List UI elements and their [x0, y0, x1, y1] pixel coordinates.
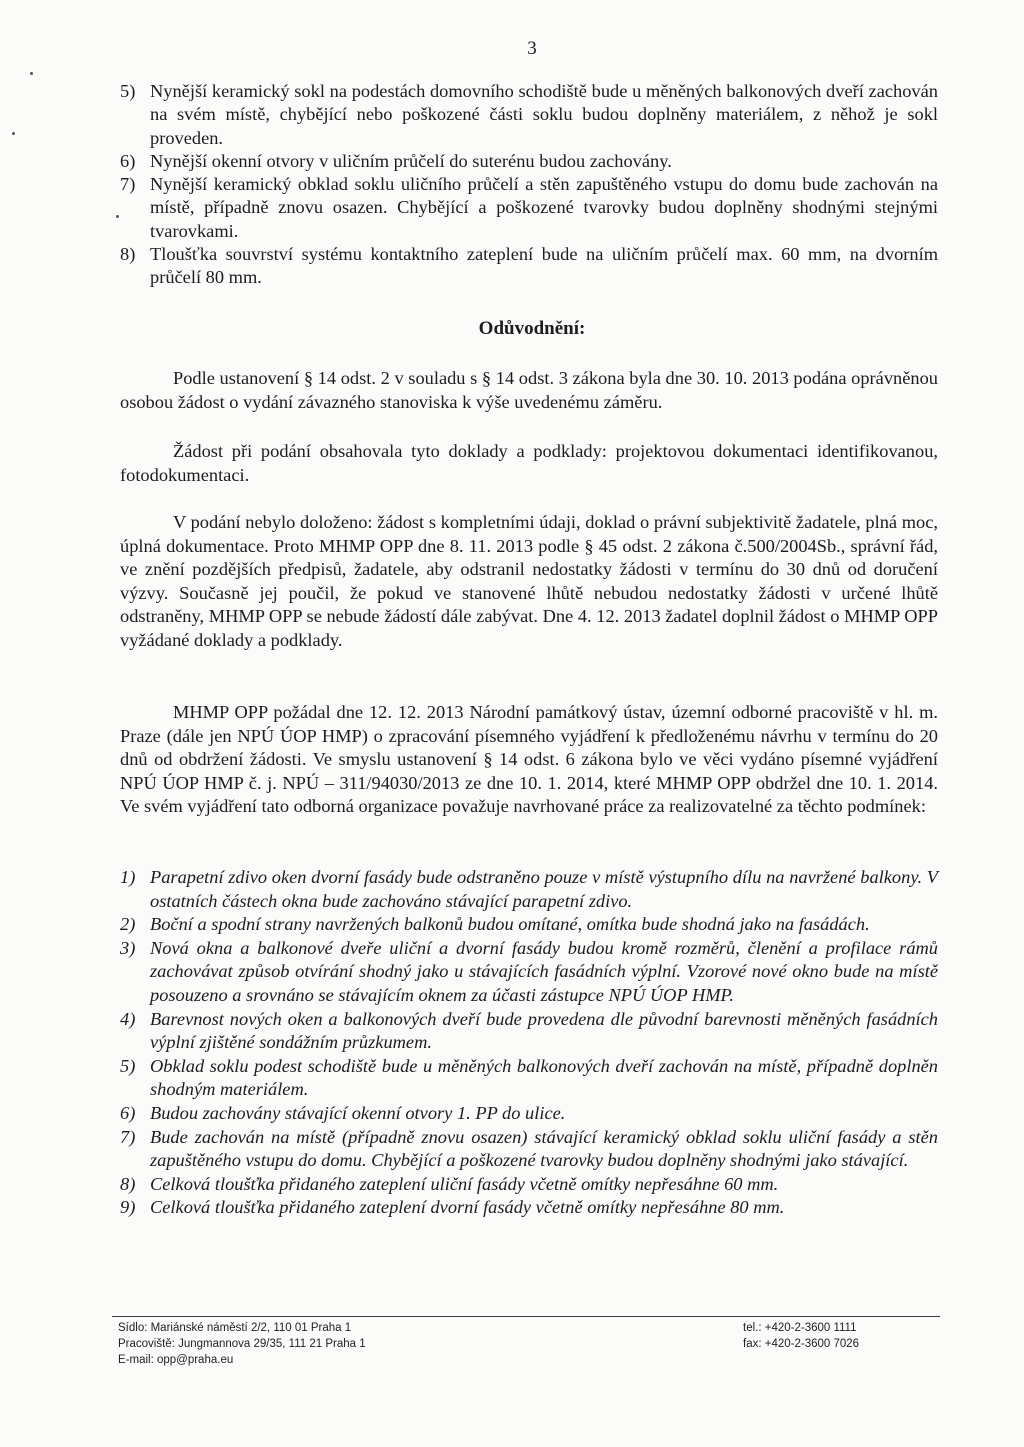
footer-contact-right: [743, 1320, 859, 1352]
item-text: Parapetní zdivo oken dvorní fasády bude odstraněno pouze v místě výstupního dílu na navržené balkony. V ostatních částech okna bude zachováno stávající parapetní zdivo.: [150, 867, 938, 911]
paragraph: [120, 511, 938, 653]
list-item: [120, 1196, 938, 1220]
item-number: 6): [120, 1102, 136, 1123]
footer-email: E-mail: opp@praha.eu: [118, 1354, 234, 1366]
footer-contact-left: [118, 1320, 366, 1368]
list-item: [120, 1008, 938, 1055]
footer-workplace: Pracoviště: Jungmannova 29/35, 111 21 Praha 1: [118, 1338, 366, 1350]
paragraph: [120, 701, 938, 819]
item-number: 4): [120, 1008, 136, 1029]
list-item: [120, 1173, 938, 1197]
list-item: [120, 80, 938, 150]
requirements-list: [120, 80, 938, 290]
list-item: [120, 913, 938, 937]
list-item: [120, 1102, 938, 1126]
list-item: [120, 866, 938, 913]
paragraph: [120, 440, 938, 487]
item-text: Obklad soklu podest schodiště bude u měněných balkonových dveří zachován na místě, případně doplněn shodným materiálem.: [150, 1055, 938, 1100]
item-number: 2): [120, 914, 136, 935]
conditions-list: [120, 866, 938, 1220]
footer-divider: [112, 1316, 940, 1317]
item-text: Barevnost nových oken a balkonových dveří bude provedena dle původní barevnosti měněných fasádních výplní zjištěné sondážním průzkumem.: [150, 1008, 938, 1053]
item-text: Bude zachován na místě (případně znovu osazen) stávající keramický obklad soklu uliční fasády a stěn zapuštěného vstupu do domu. Chybějící a poškozené tvarovky budou doplněny shodnými jako stávající.: [150, 1126, 938, 1171]
item-text: Boční a spodní strany navržených balkonů budou omítané, omítka bude shodná jako na fasádách.: [150, 914, 870, 935]
section-heading: Odůvodnění:: [478, 318, 586, 339]
list-item: [120, 243, 938, 290]
list-item: [120, 150, 938, 173]
scan-speck: [12, 132, 15, 135]
item-number: 9): [120, 1197, 136, 1218]
item-text: Celková tloušťka přidaného zateplení uliční fasády včetně omítky nepřesáhne 60 mm.: [150, 1173, 779, 1194]
item-number: 7): [120, 1126, 136, 1147]
item-text: Celková tloušťka přidaného zateplení dvorní fasády včetně omítky nepřesáhne 80 mm.: [150, 1197, 785, 1218]
paragraph: [120, 367, 938, 414]
list-item: [120, 1055, 938, 1102]
footer-fax: fax: +420-2-3600 7026: [743, 1338, 860, 1350]
item-number: 5): [120, 1055, 136, 1076]
item-text: Nynější keramický obklad soklu uličního průčelí a stěn zapuštěného vstupu do domu bude zachován na místě, případně znovu osazen. Chybějící a poškozené tvarovky budou doplněny shodnými stejnými tvarovkami.: [150, 174, 938, 241]
item-text: Nynější keramický sokl na podestách domovního schodiště bude u měněných balkonových dveří zachován na svém místě, chybějící nebo poškozené části soklu budou doplněny materiálem, z něhož je sokl proveden.: [150, 81, 938, 148]
paragraph-text: Žádost při podání obsahovala tyto doklady a podklady: projektovou dokumentaci identifikovanou, fotodokumentaci.: [120, 441, 938, 485]
item-text: Nynější okenní otvory v uličním průčelí do suterénu budou zachovány.: [150, 150, 672, 171]
list-item: [120, 1126, 938, 1173]
scan-speck: [30, 72, 33, 75]
item-number: 1): [120, 867, 136, 887]
paragraph-text: MHMP OPP požádal dne 12. 12. 2013 Národní památkový ústav, územní odborné pracoviště v hl. m. Praze (dále jen NPÚ ÚOP HMP) o zpracování písemného vyjádření k předloženému návrhu v termínu do 20 dnů od obdržení žádosti. Ve smyslu ustanovení § 14 odst. 6 zákona bylo ve věci vydáno písemné vyjádření NPÚ ÚOP HMP č. j. NPÚ – 311/94030/2013 ze dne 10. 1. 2014, které MHMP OPP obdržel dne 10. 1. 2014. Ve svém vyjádření tato odborná organizace považuje navrhované práce za realizovatelné za těchto podmínek:: [120, 702, 938, 817]
item-number: 6): [120, 150, 136, 171]
item-text: Budou zachovány stávající okenní otvory 1. PP do ulice.: [150, 1102, 566, 1123]
page-number: 3: [527, 38, 537, 59]
footer-address: Sídlo: Mariánské náměstí 2/2, 110 01 Praha 1: [118, 1322, 352, 1334]
scan-speck: [116, 215, 119, 218]
list-item: [120, 173, 938, 243]
paragraph-text: Podle ustanovení § 14 odst. 2 v souladu s § 14 odst. 3 zákona byla dne 30. 10. 2013 podána oprávněnou osobou žádost o vydání závazného stanoviska k výše uvedenému záměru.: [120, 368, 938, 412]
item-number: 7): [120, 174, 136, 195]
item-text: Tloušťka souvrství systému kontaktního zateplení bude na uličním průčelí max. 60 mm, na dvorním průčelí 80 mm.: [150, 244, 938, 288]
paragraph-text: V podání nebylo doloženo: žádost s kompletními údaji, doklad o právní subjektivitě žadatele, plná moc, úplná dokumentace. Proto MHMP OPP dne 8. 11. 2013 podle § 45 odst. 2 zákona č.500/2004Sb., správní řád, ve znění pozdějších předpisů, žadatele, aby odstranil nedostatky žádosti v termínu do 30 dnů od doručení výzvy. Současně jej poučil, že pokud ve stanovené lhůtě nebudou nedostatky žádosti v určené lhůtě odstraněny, MHMP OPP se nebude žádostí dále zabývat. Dne 4. 12. 2013 žadatel doplnil žádost o MHMP OPP vyžádané doklady a podklady.: [120, 512, 938, 650]
list-item: [120, 937, 938, 1008]
item-text: Nová okna a balkonové dveře uliční a dvorní fasády budou kromě rozměrů, členění a profilace rámů zachovávat způsob otvírání shodný jako u stávajících fasádních výplní. Vzorové nové okno bude na místě posouzeno a srovnáno se stávajícím oknem za účasti zástupce NPÚ ÚOP HMP.: [150, 937, 938, 1005]
item-number: 3): [120, 937, 136, 958]
footer-phone: tel.: +420-2-3600 1111: [743, 1322, 857, 1334]
item-number: 8): [120, 1173, 136, 1194]
item-number: 8): [120, 244, 136, 265]
item-number: 5): [120, 81, 136, 101]
